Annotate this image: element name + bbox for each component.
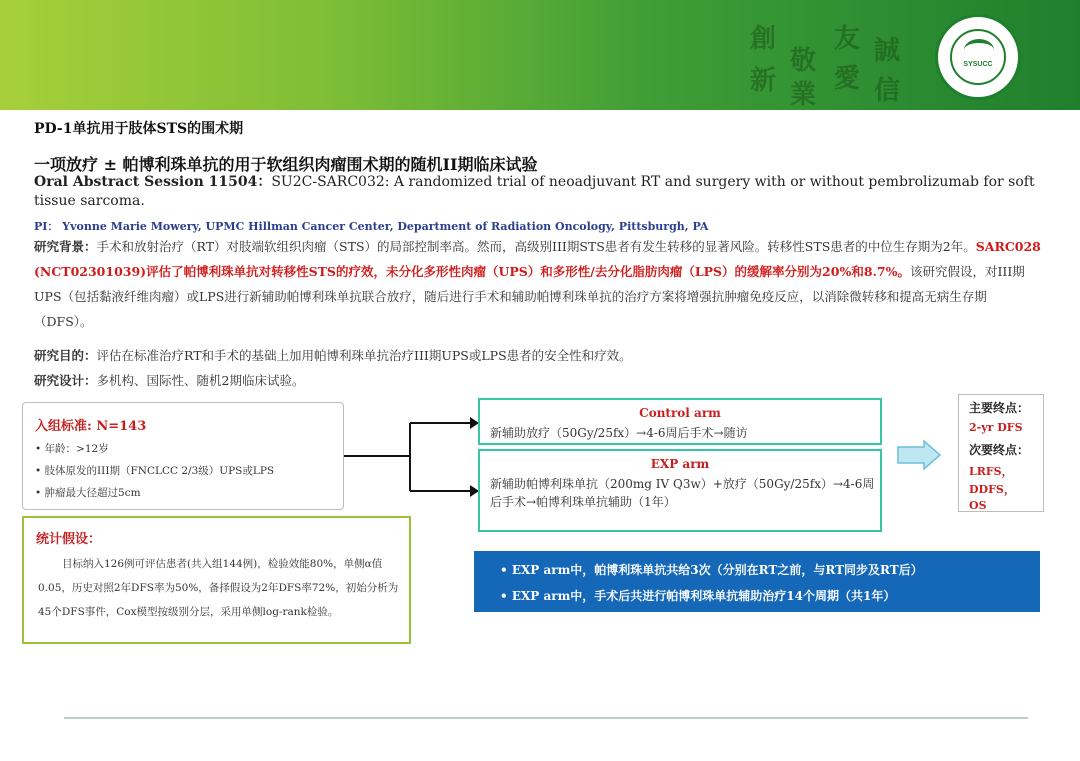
aim-text: 评估在标准治疗RT和手术的基础上加用帕博利珠单抗治疗III期UPS或LPS患者的安全性和疗效。 bbox=[96, 348, 632, 363]
calligraphy-char: 誠 bbox=[874, 36, 901, 66]
control-arm-desc: 新辅助放疗（50Gy/25fx）→4-6周后手术→随访 bbox=[490, 426, 748, 440]
inclusion-item: • 年龄：>12岁 bbox=[35, 443, 109, 455]
secondary-endpoint-label: 次要终点： bbox=[969, 443, 1030, 457]
calligraphy-char: 友 bbox=[834, 24, 861, 54]
calligraphy-char: 信 bbox=[874, 76, 901, 106]
exp-arm-box bbox=[478, 449, 882, 532]
inclusion-title: 入组标准: N=143 bbox=[35, 419, 147, 434]
secondary-endpoint: LRFS， bbox=[969, 465, 1013, 478]
calligraphy-char: 業 bbox=[790, 80, 817, 110]
calligraphy-char: 新 bbox=[750, 66, 777, 96]
calligraphy-char: 創 bbox=[750, 24, 777, 54]
background-text-1: 手术和放射治疗（RT）对肢端软组织肉瘤（STS）的局部控制率高。然而，高级别III期STS患者有发生转移的显著风险。转移性STS患者的中位生存期为2年。 bbox=[96, 239, 976, 254]
control-arm-box bbox=[478, 398, 882, 445]
design-text: 多机构、国际性、随机2期临床试验。 bbox=[96, 373, 305, 388]
control-arm-title: Control arm bbox=[639, 406, 721, 420]
background-highlight: SARC028 (NCT02301039)评估了帕博利珠单抗对转移性STS的疗效，未分化多形性肉瘤（UPS）和多形性/去分化脂肪肉瘤（LPS）的缓解率分别为20%和8.7%。 bbox=[34, 239, 1041, 279]
secondary-endpoint: DDFS， bbox=[969, 483, 1015, 496]
background-text-2: 该研究假设，对III期UPS（包括黏液纤维肉瘤）或LPS进行新辅助帕博利珠单抗联合放疗，随后进行手术和辅助帕博利珠单抗的治疗方案将增强抗肿瘤免疫反应，以消除微转移和提高无病生存期（DFS）。 bbox=[34, 264, 1025, 329]
calligraphy-char: 敬 bbox=[790, 46, 817, 76]
footer-divider bbox=[64, 717, 1028, 719]
inclusion-item: • 肿瘤最大径超过5cm bbox=[35, 487, 141, 499]
primary-endpoint: 2-yr DFS bbox=[969, 421, 1023, 434]
inclusion-item: • 肢体原发的III期（FNCLCC 2/3级）UPS或LPS bbox=[35, 465, 275, 477]
principal-investigator: PI： Yvonne Marie Mowery, UPMC Hillman Cancer Center, Department of Radiation Oncology, Pittsburgh, PA bbox=[34, 220, 709, 233]
aim-label: 研究目的： bbox=[34, 348, 97, 363]
slide-title: 一项放疗 ± 帕博利珠单抗的用于软组织肉瘤围术期的随机II期临床试验 bbox=[34, 155, 538, 174]
endpoints-box bbox=[958, 394, 1044, 512]
logo-text: SYSUCC bbox=[963, 61, 993, 68]
notes-box bbox=[474, 551, 1040, 612]
primary-endpoint-label: 主要终点： bbox=[969, 401, 1030, 415]
statistics-title: 统计假设： bbox=[36, 532, 102, 547]
statistics-text: 目标纳入126例可评估患者(共入组144例)，检验效能80%，单侧α值0.05，历史对照2年DFS率为50%，备择假设为2年DFS率72%，初始分析为45个DFS事件，Cox模型按级别分层，采用单侧log-rank检验。 bbox=[38, 558, 399, 618]
note-item: • EXP arm中，帕博利珠单抗共给3次（分别在RT之前，与RT同步及RT后） bbox=[500, 563, 923, 577]
exp-arm-desc: 新辅助帕博利珠单抗（200mg IV Q3w）+放疗（50Gy/25fx）→4-6周后手术→帕博利珠单抗辅助（1年） bbox=[490, 477, 875, 509]
background-label: 研究背景： bbox=[34, 239, 97, 254]
exp-arm-title: EXP arm bbox=[650, 457, 710, 471]
session-text: SU2C-SARC032: A randomized trial of neoadjuvant RT and surgery with or without pembrolizumab for soft tissue sarcoma. bbox=[34, 174, 1035, 209]
block-arrow-icon bbox=[898, 441, 940, 469]
session-label: Oral Abstract Session 11504： bbox=[34, 174, 272, 190]
slide-topic: PD-1单抗用于肢体STS的围术期 bbox=[34, 121, 244, 137]
design-label: 研究设计： bbox=[34, 373, 97, 388]
secondary-endpoint: OS bbox=[969, 499, 987, 512]
note-item: • EXP arm中，手术后共进行帕博利珠单抗辅助治疗14个周期（共1年） bbox=[500, 589, 896, 603]
calligraphy-char: 愛 bbox=[834, 64, 861, 94]
